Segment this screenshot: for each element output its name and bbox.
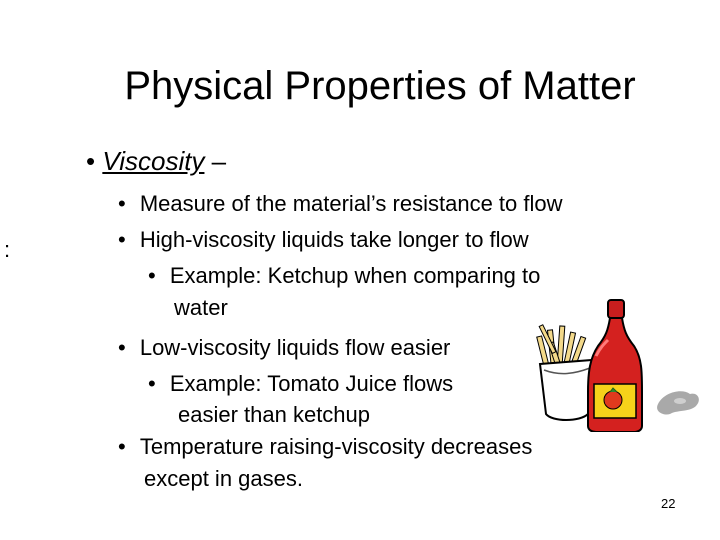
list-item-text: easier than ketchup (178, 402, 371, 427)
bullet-icon: • (86, 146, 96, 176)
ketchup-bottle (588, 300, 642, 432)
slide-title: Physical Properties of Matter (124, 64, 636, 108)
fries-and-ketchup-icon (530, 296, 706, 432)
list-item (118, 190, 563, 218)
fries-carton (540, 360, 592, 420)
list-item-text: water (174, 295, 228, 320)
list-item (148, 262, 540, 290)
heading-bullet-line (86, 144, 226, 178)
list-item-text: Measure of the material’s resistance to flow (139, 191, 563, 216)
bullet-icon: • (118, 434, 126, 459)
list-item-text: Example: Tomato Juice flows (169, 371, 454, 396)
list-item-text: Example: Ketchup when comparing to (169, 263, 541, 288)
bullet-icon: • (118, 335, 126, 360)
left-marker: : (4, 237, 11, 262)
heading-suffix: – (204, 146, 227, 176)
bullet-icon: • (118, 227, 126, 252)
page-number: 22 (661, 496, 676, 511)
splash-highlight (674, 398, 686, 404)
list-item-continuation (178, 401, 370, 429)
list-item (118, 226, 529, 254)
list-item-text: except in gases. (144, 466, 303, 491)
list-item-continuation (174, 294, 228, 322)
list-item-text: Low-viscosity liquids flow easier (139, 335, 451, 360)
list-item-text: Temperature raising-viscosity decreases (139, 434, 533, 459)
list-item (118, 334, 450, 362)
bullet-icon: • (118, 191, 126, 216)
bullet-icon: • (148, 371, 156, 396)
list-item (148, 370, 453, 398)
list-item-text: High-viscosity liquids take longer to flow (139, 227, 529, 252)
viscosity-keyword: Viscosity (102, 146, 205, 176)
list-item-continuation (144, 465, 303, 493)
bullet-icon: • (148, 263, 156, 288)
list-item (118, 433, 532, 461)
